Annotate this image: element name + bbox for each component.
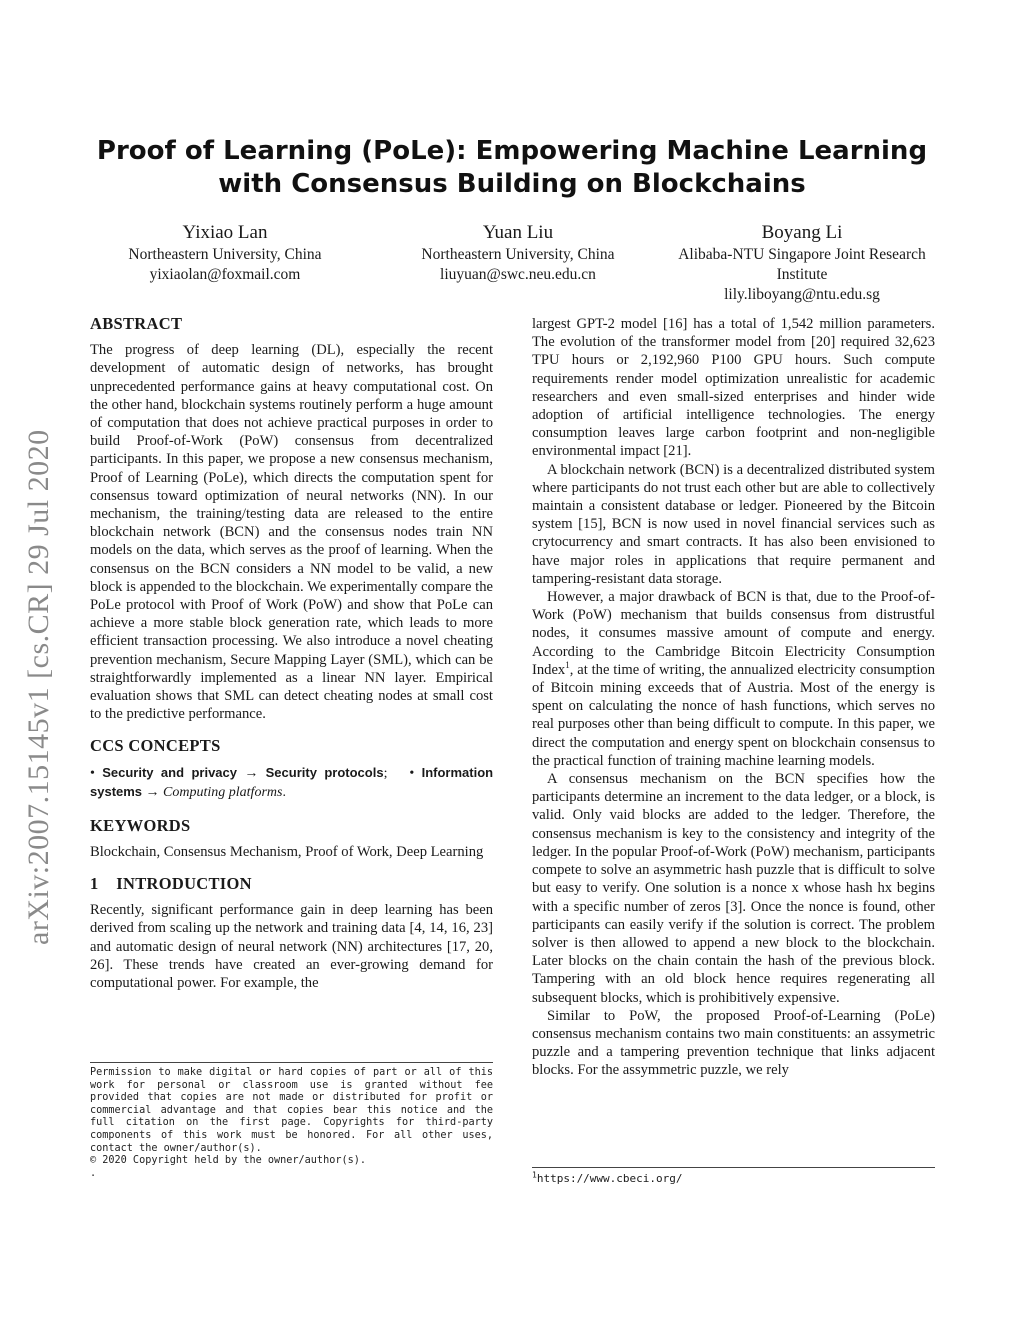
- permission-trailer: .: [90, 1167, 97, 1179]
- ccs-separator: .: [282, 785, 286, 801]
- footnote-number: 1: [532, 1170, 537, 1180]
- abstract-text: The progress of deep learning (DL), especially the recent development of automatic design of networks, has brought unprecedented performance gains at heavy computational cost. On the other hand, blockchain systems routinely perform a huge amount of computation that does not achieve practical purposes in order to build Proof-of-Work (PoW) consensus from decentralized participants. In this paper, we propose a new consensus mechanism, Proof of Learning (PoLe), which directs the computation spent for consensus toward optimization of neural networks (NN). In our mechanism, the training/testing data are released to the entire blockchain network (BCN) and the consensus nodes train NN models on the data, which serves as the proof of learning. When the consensus on the BCN considers a NN model to be valid, a new block is appended to the blockchain. We experimentally compare the PoLe protocol with Proof of Work (PoW) and show that PoLe can achieve a more stable block generation rate, which leads to more efficient transaction processing. We also introduce a novel cheating prevention mechanism, Secure Mapping Layer (SML), which can be straightforwardly implemented as a linear NN layer. Empirical evaluation shows that SML can detect cheating nodes at small cost to the predictive performance.: [90, 342, 493, 723]
- ccs-concepts-section: [90, 737, 493, 802]
- intro-paragraph-3: [532, 588, 935, 770]
- ccs-sub-term: Computing platforms: [163, 785, 283, 801]
- author-name: Yixiao Lan: [182, 222, 268, 243]
- ccs-heading: CCS CONCEPTS: [90, 736, 221, 756]
- intro-paragraph-4: A consensus mechanism on the BCN specifies how the participants determine an increment to the data ledger, or a block, is valid. Only vaid blocks are added to the ledger. Therefore, the consensus mechanism is key to the consistency and integrity of the ledger. In the popular Proof-of-Work (PoW) mechanism, participants compete to solve an asymmetric hash puzzle that is difficult to solve but easy to verify. One solution is a nonce x whose hash hx begins with a specific number of zeros [3]. Once the nonce is found, other participants can easily verify if the solution is correct. The problem solver is then allowed to append a new block to the blockchain. Later blocks on the chain contain the hash of the previous block. Tampering with an old block hence requires regenerating all subsequent blocks, which is prohibitively expensive.: [532, 771, 935, 1006]
- ccs-concepts-list: [90, 764, 493, 803]
- ccs-main-term: Information systems: [90, 764, 494, 800]
- permission-text: Permission to make digital or hard copies of part or all of this work for personal or classroom use is granted without fee provided that copies are not made or distributed for profit or commercial advantage and that copies bear this notice and the full citation on the first page. Copyrights for third-party components of this work must be honored. For all other uses, contact the owner/author(s).: [90, 1067, 493, 1154]
- copyright-line: © 2020 Copyright held by the owner/author(s).: [90, 1155, 367, 1167]
- author-3: [670, 222, 934, 305]
- paper-title: Proof of Learning (PoLe): Empowering Machine Learning with Consensus Building on Blockchains: [96, 136, 928, 199]
- author-name: Boyang Li: [761, 222, 843, 243]
- introduction-heading: [90, 875, 493, 893]
- intro-paragraph-2: A blockchain network (BCN) is a decentralized distributed system where participants do not trust each other but are able to collectively maintain a consistent database or ledger. Pioneered by the Bitcoin system [15], BCN is now used in novel financial services such as crytocurrency and smart contracts. It has also been envisioned to have major roles in applications that require permanent and tampering-resistant data storage.: [532, 461, 935, 587]
- right-arrow-icon: →: [145, 785, 160, 801]
- right-arrow-icon: →: [244, 765, 259, 781]
- arxiv-identifier-stamp: arXiv:2007.15145v1 [cs.CR] 29 Jul 2020: [22, 429, 55, 945]
- abstract-heading: ABSTRACT: [90, 314, 183, 333]
- introduction-section: [90, 875, 493, 992]
- ccs-separator: ;: [383, 765, 388, 781]
- footnote: [532, 1167, 935, 1186]
- footnote-url: https://www.cbeci.org/: [536, 1172, 683, 1185]
- keywords-section: [90, 817, 493, 861]
- author-affiliation: Northeastern University, China: [128, 246, 322, 263]
- footnote-marker: 1: [565, 660, 570, 670]
- author-email: lily.liboyang@ntu.edu.sg: [724, 286, 880, 303]
- author-affiliation: Northeastern University, China: [421, 246, 615, 263]
- ccs-item: [90, 766, 387, 781]
- author-block: [90, 222, 934, 312]
- intro-paragraph-1: Recently, significant performance gain in deep learning has been derived from scaling up the network and training data [4, 14, 16, 23] and automatic design of neural network (NN) architectures [17, 20, 26]. These trends have created an ever-growing demand for computational power. For example, the: [90, 902, 493, 992]
- left-column: [90, 315, 493, 1006]
- section-number: 1: [90, 874, 99, 894]
- right-column: [532, 315, 935, 1080]
- author-1: [90, 222, 360, 285]
- bullet-icon: •: [90, 765, 95, 781]
- intro-paragraph-3-part-a: However, a major drawback of BCN is that, due to the Proof-of-Work (PoW) mechanism that builds consensus from distrustful nodes, it consumes massive amount of compute and energy. According to the Cambridge Bitcoin Electricity Consumption Index: [532, 589, 935, 678]
- intro-paragraph-5: Similar to PoW, the proposed Proof-of-Learning (PoLe) consensus mechanism contains two main constituents: an assymetric puzzle and a tampering prevention technique that links adjacent blocks. For the assymmetric puzzle, we rely: [532, 1007, 935, 1079]
- intro-paragraph-3-part-b: , at the time of writing, the annualized electricity consumption of Bitcoin mining exceeds that of Austria. Most of the energy is spent on calculating the nonce of hash functions, which serves no real purposes other than being difficult to compute. In this paper, we direct the computation and energy spent on blockchain consensus to the practical function of training machine learning models.: [532, 661, 935, 769]
- keywords-heading: KEYWORDS: [90, 815, 191, 835]
- author-email: yixiaolan@foxmail.com: [149, 266, 301, 283]
- section-title: INTRODUCTION: [116, 874, 252, 894]
- author-email: liuyuan@swc.neu.edu.cn: [440, 266, 596, 283]
- abstract-section: [90, 315, 493, 723]
- bullet-icon: •: [409, 765, 415, 781]
- author-name: Yuan Liu: [482, 222, 554, 243]
- ccs-sub-term: Security protocols: [265, 764, 384, 780]
- permission-notice: [90, 1062, 493, 1180]
- keywords-text: Blockchain, Consensus Mechanism, Proof of Work, Deep Learning: [90, 843, 484, 860]
- ccs-main-term: Security and privacy: [102, 764, 237, 780]
- author-2: [373, 222, 663, 285]
- intro-paragraph-1-continued: largest GPT-2 model [16] has a total of 1,542 million parameters. The evolution of the transformer model from [20] required 32,623 TPU hours or 2,192,960 P100 GPU hours. Such compute requirements render model optimization unrealistic for academic researchers and even small-sized enterprises and hinder wide adoption of artificial intelligence technologies. The energy consumption leaves large carbon footprint and non-negligible environmental impact [21].: [532, 316, 935, 460]
- author-affiliation: Alibaba-NTU Singapore Joint Research Institute: [678, 246, 926, 283]
